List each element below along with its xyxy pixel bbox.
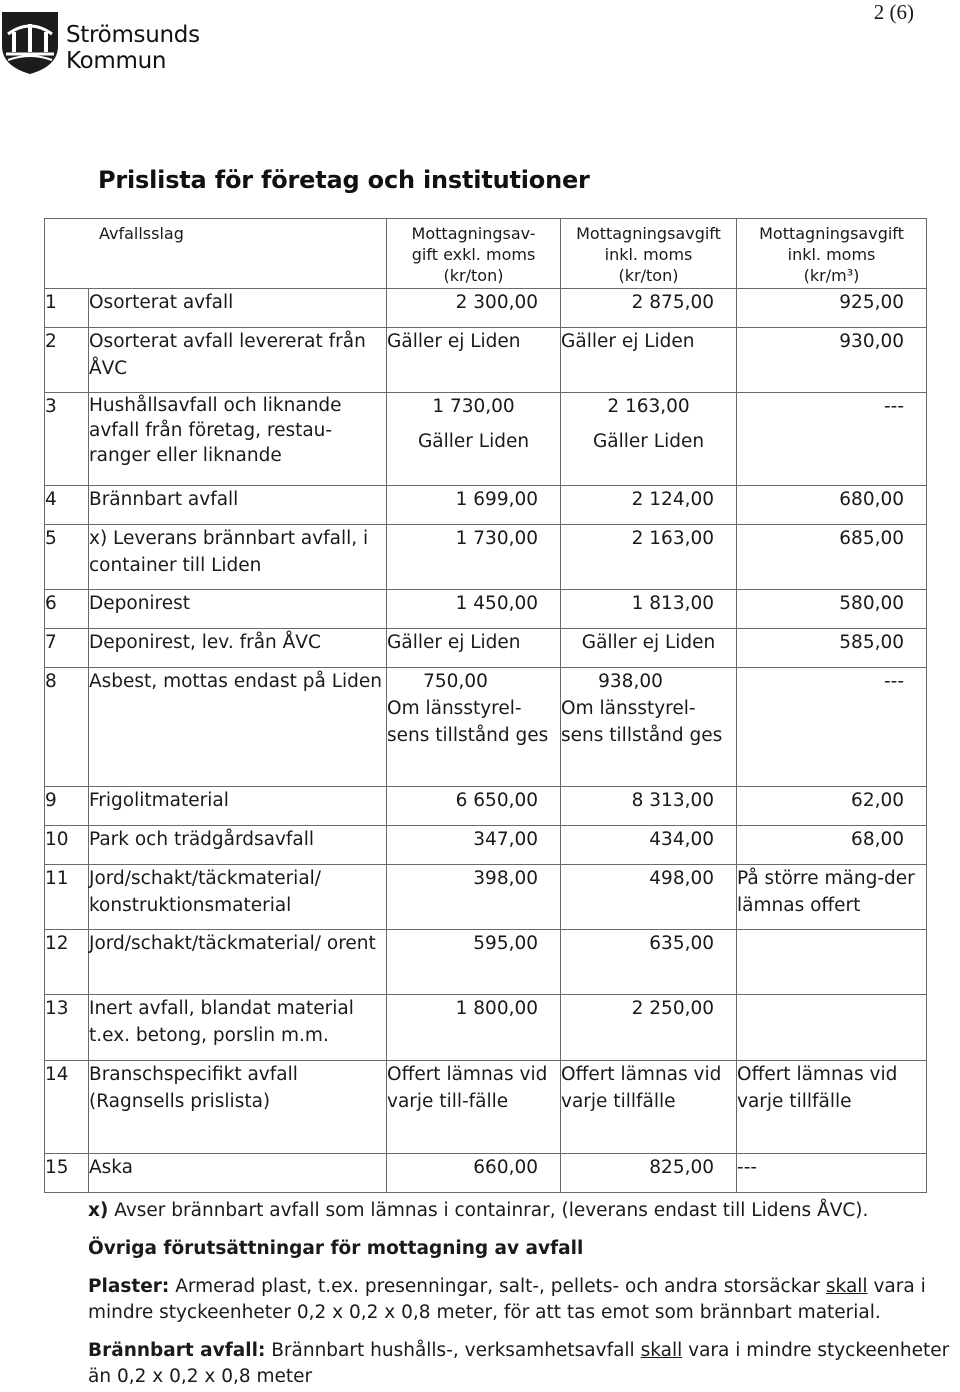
row-fee-incl-ton: 1 813,00 [561, 590, 737, 629]
header-text: (kr/ton) [443, 266, 504, 285]
table-row [45, 930, 927, 995]
row-fee-incl-ton: Offert lämnas vid varje tillfälle [561, 1061, 737, 1154]
row-fee-incl-note: Gäller Liden [592, 431, 705, 452]
row-number: 11 [45, 865, 89, 930]
header-waste-type [45, 219, 387, 289]
row-fee-incl-m3: 930,00 [737, 328, 927, 393]
footnote-x-text: Avser brännbart avfall som lämnas i containrar, (leverans endast till Lidens ÅVC). [108, 1200, 869, 1221]
header-text: inkl. moms [787, 245, 876, 264]
row-fee-incl-m3: 585,00 [737, 629, 927, 668]
row-number: 5 [45, 525, 89, 590]
brannbart-skall: skall [640, 1340, 683, 1361]
row-fee-excl: 660,00 [387, 1154, 561, 1193]
table-row [45, 328, 927, 393]
row-number: 1 [45, 289, 89, 328]
table-row [45, 1154, 927, 1193]
row-fee-incl-ton: Gäller ej Liden [561, 629, 737, 668]
row-waste-type: Deponirest, lev. från ÅVC [89, 629, 387, 668]
row-fee-incl-ton [561, 393, 737, 486]
row-number: 2 [45, 328, 89, 393]
table-row [45, 486, 927, 525]
row-waste-type: Aska [89, 1154, 387, 1193]
row-fee-excl: 347,00 [387, 826, 561, 865]
table-row [45, 668, 927, 787]
row-waste-type: Asbest, mottas endast på Liden [89, 668, 387, 787]
row-fee-incl-ton [561, 668, 737, 787]
plaster-skall: skall [825, 1276, 868, 1297]
row-fee-incl-ton: 825,00 [561, 1154, 737, 1193]
page-title: Prislista för företag och institutioner [98, 166, 590, 194]
footnote-x [88, 1198, 960, 1224]
row-number: 9 [45, 787, 89, 826]
header-text: (kr/ton) [618, 266, 679, 285]
table-row [45, 590, 927, 629]
notes-section [88, 1198, 960, 1390]
table-row [45, 995, 927, 1061]
row-fee-excl: 1 699,00 [387, 486, 561, 525]
row-fee-incl-ton: 434,00 [561, 826, 737, 865]
plaster-text-1: Armerad plast, t.ex. presenningar, salt-, pellets- och andra storsäckar [169, 1276, 826, 1297]
row-waste-type: x) Leverans brännbart avfall, i container till Liden [89, 525, 387, 590]
header-fee-excl-ton [387, 219, 561, 289]
header-text: inkl. moms [604, 245, 693, 264]
row-fee-incl-m3: På större mäng-der lämnas offert [737, 865, 927, 930]
row-fee-incl-ton: Gäller ej Liden [561, 328, 737, 393]
header-fee-incl-ton [561, 219, 737, 289]
row-fee-incl-m3: --- [737, 393, 927, 486]
row-fee-incl-m3 [737, 930, 927, 995]
row-fee-incl-m3: 925,00 [737, 289, 927, 328]
row-fee-incl-ton: 2 250,00 [561, 995, 737, 1061]
table-row [45, 826, 927, 865]
row-fee-incl-ton: 635,00 [561, 930, 737, 995]
page-number: 2 (6) [873, 0, 914, 24]
price-table [44, 218, 927, 1193]
table-row [45, 289, 927, 328]
row-number: 8 [45, 668, 89, 787]
kommun-logo-icon [0, 6, 62, 76]
row-waste-type: Branschspecifikt avfall (Ragnsells prislista) [89, 1061, 387, 1154]
row-fee-incl-note: Om länsstyrel-sens tillstånd ges [561, 698, 723, 746]
table-row [45, 525, 927, 590]
row-fee-excl-note: Om länsstyrel-sens tillstånd ges [387, 698, 549, 746]
row-fee-incl-m3: 68,00 [737, 826, 927, 865]
table-row [45, 787, 927, 826]
header-waste-type-label: Avfallsslag [99, 224, 184, 243]
plaster-label: Plaster: [88, 1276, 170, 1297]
row-waste-type: Frigolitmaterial [89, 787, 387, 826]
plaster-note [88, 1274, 960, 1326]
header-text: (kr/m³) [803, 266, 860, 285]
row-fee-excl: 1 450,00 [387, 590, 561, 629]
row-fee-excl: 595,00 [387, 930, 561, 995]
row-fee-excl [387, 668, 561, 787]
row-fee-excl [387, 393, 561, 486]
header-fee-incl-m3 [737, 219, 927, 289]
org-name-line2: Kommun [66, 48, 167, 74]
table-row [45, 865, 927, 930]
row-fee-excl: Gäller ej Liden [387, 328, 561, 393]
row-waste-type: Park och trädgårdsavfall [89, 826, 387, 865]
row-waste-type: Jord/schakt/täckmaterial/ orent [89, 930, 387, 995]
org-name-line1: Strömsunds [66, 22, 200, 48]
row-number: 10 [45, 826, 89, 865]
table-row [45, 393, 927, 486]
header-text: gift exkl. moms [411, 245, 536, 264]
brannbart-text-2: vara i mindre styckeenheter än 0,2 x 0,2 x 0,8 meter [88, 1340, 950, 1387]
row-fee-excl: 1 800,00 [387, 995, 561, 1061]
table-header-row [45, 219, 927, 289]
row-fee-incl-m3: 680,00 [737, 486, 927, 525]
row-fee-incl-ton: 2 124,00 [561, 486, 737, 525]
brannbart-text-1: Brännbart hushålls-, verksamhetsavfall [265, 1340, 641, 1361]
row-fee-incl-m3: --- [737, 668, 927, 787]
row-number: 14 [45, 1061, 89, 1154]
row-waste-type: Inert avfall, blandat material t.ex. betong, porslin m.m. [89, 995, 387, 1061]
brannbart-note [88, 1338, 960, 1390]
row-fee-excl-note: Gäller Liden [417, 431, 530, 452]
header-text: Mottagningsavgift [576, 224, 721, 243]
row-fee-excl: Gäller ej Liden [387, 629, 561, 668]
row-number: 7 [45, 629, 89, 668]
row-number: 6 [45, 590, 89, 629]
row-fee-excl: 2 300,00 [387, 289, 561, 328]
row-fee-incl-value: 2 163,00 [607, 396, 690, 417]
table-row [45, 1061, 927, 1154]
row-waste-type: Osorterat avfall levererat från ÅVC [89, 328, 387, 393]
row-fee-incl-m3: 685,00 [737, 525, 927, 590]
row-waste-type: Jord/schakt/täckmaterial/ konstruktionsmaterial [89, 865, 387, 930]
conditions-heading: Övriga förutsättningar för mottagning av avfall [88, 1238, 584, 1259]
row-fee-incl-ton: 2 875,00 [561, 289, 737, 328]
footnote-x-label: x) [88, 1200, 109, 1221]
row-fee-incl-m3: 62,00 [737, 787, 927, 826]
header-text: Mottagningsavgift [759, 224, 904, 243]
row-number: 3 [45, 393, 89, 486]
row-fee-incl-ton: 8 313,00 [561, 787, 737, 826]
table-row [45, 629, 927, 668]
row-number: 15 [45, 1154, 89, 1193]
kommun-logo [0, 6, 220, 76]
row-waste-type: Brännbart avfall [89, 486, 387, 525]
row-waste-type: Hushållsavfall och liknande avfall från företag, restau-ranger eller liknande [89, 393, 387, 486]
row-waste-type: Deponirest [89, 590, 387, 629]
row-fee-incl-m3 [737, 995, 927, 1061]
row-fee-incl-ton: 2 163,00 [561, 525, 737, 590]
row-fee-excl: 6 650,00 [387, 787, 561, 826]
row-number: 12 [45, 930, 89, 995]
brannbart-label: Brännbart avfall: [88, 1340, 266, 1361]
row-fee-incl-value: 938,00 [598, 671, 663, 692]
row-number: 4 [45, 486, 89, 525]
row-fee-excl: 398,00 [387, 865, 561, 930]
row-fee-incl-m3: Offert lämnas vid varje tillfälle [737, 1061, 927, 1154]
row-fee-excl: 1 730,00 [387, 525, 561, 590]
row-fee-excl-value: 750,00 [423, 671, 488, 692]
header-text: Mottagningsav- [411, 224, 536, 243]
row-fee-incl-ton: 498,00 [561, 865, 737, 930]
row-fee-excl: Offert lämnas vid varje till-fälle [387, 1061, 561, 1154]
row-fee-incl-m3: --- [737, 1154, 927, 1193]
row-fee-incl-m3: 580,00 [737, 590, 927, 629]
plaster-text-2: vara i mindre styckeenheter 0,2 x 0,2 x 0,8 meter, för att tas emot som brännbart material. [88, 1276, 926, 1323]
row-waste-type: Osorterat avfall [89, 289, 387, 328]
row-fee-excl-value: 1 730,00 [432, 396, 515, 417]
row-number: 13 [45, 995, 89, 1061]
